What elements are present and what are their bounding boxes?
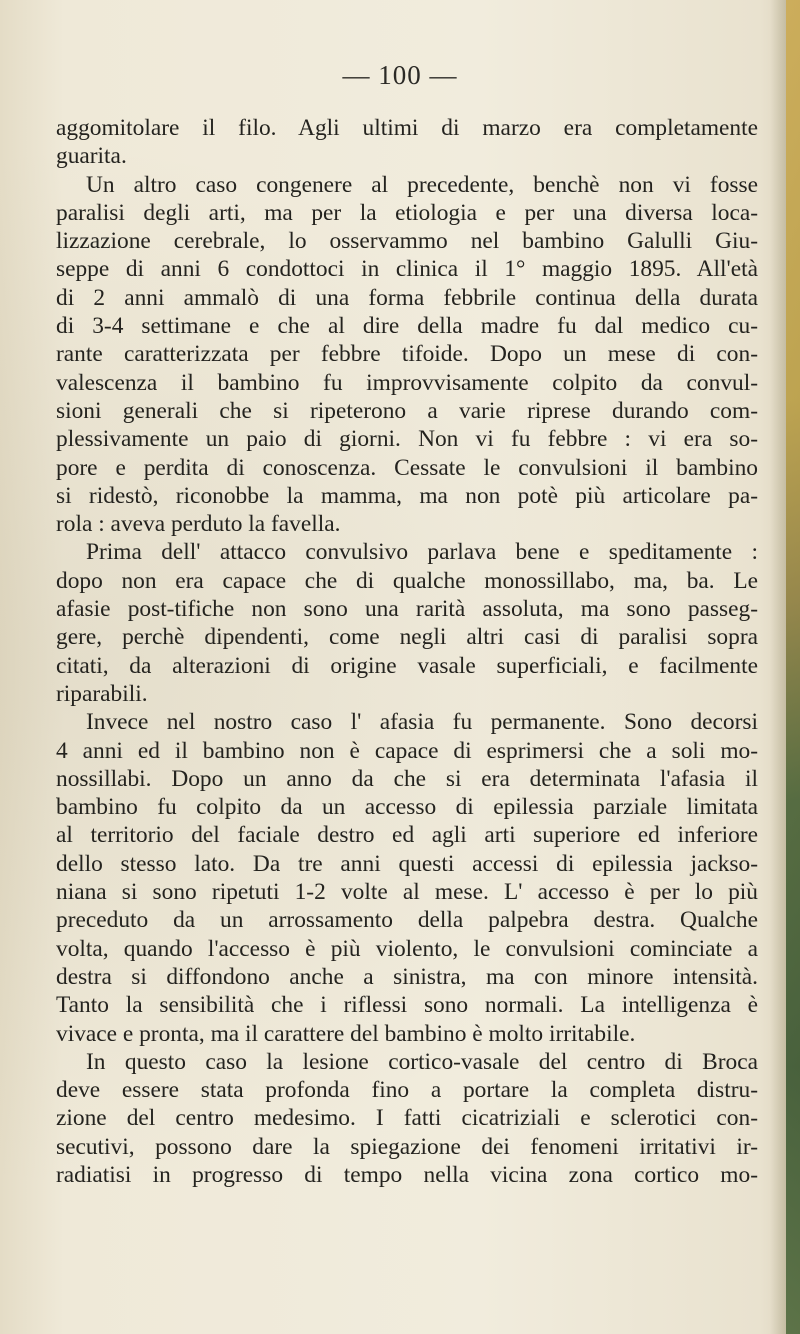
text-line: di 3-4 settimane e che al dire della madre fu dal medico cu-: [56, 313, 758, 340]
text-line: 4 anni ed il bambino non è capace di esprimersi che a soli mo-: [56, 737, 758, 764]
text-line: citati, da alterazioni di origine vasale superficiali, e facilmente: [56, 652, 758, 679]
text-line: dello stesso lato. Da tre anni questi accessi di epilessia jackso-: [56, 850, 758, 877]
text-line: rola : aveva perduto la favella.: [56, 511, 341, 538]
text-line: preceduto da un arrossamento della palpebra destra. Qualche: [56, 907, 758, 934]
text-line: vivace e pronta, ma il carattere del bambino è molto irritabile.: [56, 1020, 636, 1047]
text-line: plessivamente un paio di giorni. Non vi fu febbre : vi era so-: [56, 426, 758, 453]
text-line: nossillabi. Dopo un anno da che si era determinata l'afasia il: [56, 765, 758, 792]
text-line: gere, perchè dipendenti, come negli altri casi di paralisi sopra: [56, 624, 758, 651]
text-line: Tanto la sensibilità che i riflessi sono normali. La intelligenza è: [56, 992, 758, 1019]
text-line: dopo non era capace che di qualche monossillabo, ma, ba. Le: [56, 567, 758, 594]
text-line: si ridestò, riconobbe la mamma, ma non potè più articolare pa-: [56, 482, 758, 509]
text-line: sioni generali che si ripeterono a varie riprese durando com-: [56, 397, 758, 424]
text-line: In questo caso la lesione cortico-vasale del centro di Broca: [86, 1048, 758, 1075]
page-number: — 100 —: [342, 60, 458, 90]
text-line: seppe di anni 6 condottoci in clinica il 1° maggio 1895. All'età: [56, 256, 758, 283]
text-line: Invece nel nostro caso l' afasia fu permanente. Sono decorsi: [86, 709, 758, 736]
text-line: aggomitolare il filo. Agli ultimi di marzo era completamente: [56, 115, 758, 141]
text-line: Un altro caso congenere al precedente, benchè non vi fosse: [86, 171, 758, 198]
text-line: bambino fu colpito da un accesso di epilessia parziale limitata: [56, 794, 758, 821]
text-line: deve essere stata profonda fino a portare la completa distru-: [56, 1077, 758, 1104]
text-line: valescenza il bambino fu improvvisamente colpito da convul-: [56, 369, 758, 396]
body-text: [56, 114, 758, 1189]
text-line: zione del centro medesimo. I fatti cicatriziali e sclerotici con-: [56, 1105, 758, 1132]
text-line: afasie post-tifiche non sono una rarità assoluta, ma sono passeg-: [56, 596, 758, 623]
text-line: volta, quando l'accesso è più violento, le convulsioni cominciate a: [56, 935, 758, 962]
text-line: rante caratterizzata per febbre tifoide. Dopo un mese di con-: [56, 341, 758, 368]
text-line: pore e perdita di conoscenza. Cessate le convulsioni il bambino: [56, 454, 758, 481]
text-line: guarita.: [56, 143, 127, 170]
page-edge-shadow: [770, 0, 786, 1334]
text-line: lizzazione cerebrale, lo osservammo nel bambino Galulli Giu-: [56, 228, 758, 255]
text-line: paralisi degli arti, ma per la etiologia e per una diversa loca-: [56, 199, 758, 226]
text-line: Prima dell' attacco convulsivo parlava bene e speditamente :: [86, 539, 758, 566]
text-line: secutivi, possono dare la spiegazione dei fenomeni irritativi ir-: [56, 1133, 758, 1160]
text-line: al territorio del faciale destro ed agli arti superiore ed inferiore: [56, 822, 758, 849]
text-line: radiatisi in progresso di tempo nella vicina zona cortico mo-: [56, 1161, 758, 1188]
text-line: niana si sono ripetuti 1-2 volte al mese. L' accesso è per lo più: [56, 879, 758, 906]
text-line: di 2 anni ammalò di una forma febbrile continua della durata: [56, 284, 758, 311]
book-edge: [786, 0, 800, 1334]
text-line: riparabili.: [56, 680, 148, 707]
text-line: destra si diffondono anche a sinistra, ma con minore intensità.: [56, 963, 758, 990]
